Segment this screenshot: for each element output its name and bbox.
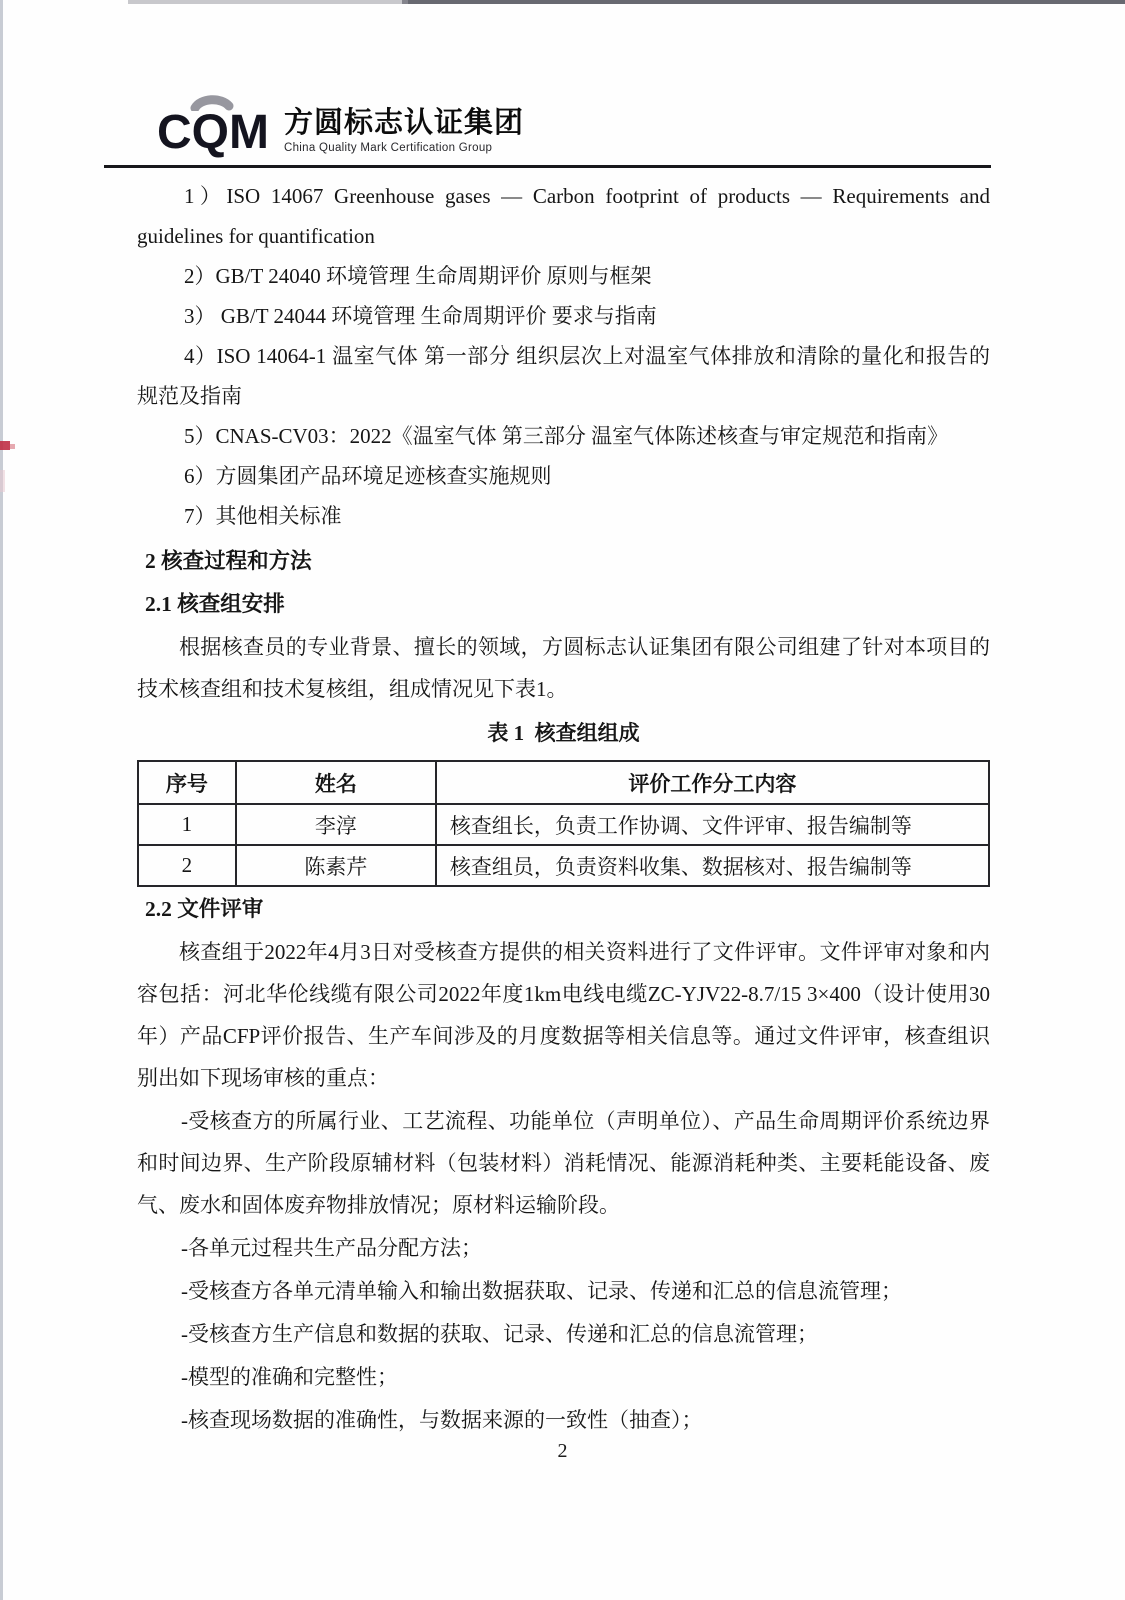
red-annotation-mark <box>0 441 10 450</box>
reference-item-7: 7）其他相关标准 <box>184 504 342 528</box>
table-1-caption: 表 1 核查组组成 <box>487 721 640 745</box>
focus-point-5: -模型的准确和完整性； <box>181 1365 398 1389</box>
document-review-paragraph: 核查组于2022年4月3日对受核查方提供的相关资料进行了文件评审。文件评审对象和内容包括：河北华伦线缆有限公司2022年度1km电线电缆ZC-YJV22-8.7/15 3×400（设计使用30年）产品CFP评价报告、生产车间涉及的月度数据等相关信息等。通过文件评审，核查组识别出如下现场审核的重点： <box>137 940 990 1090</box>
table-cell-duty: 核查组员，负责资料收集、数据核对、报告编制等 <box>436 845 989 886</box>
reference-item-4: 4）ISO 14064-1 温室气体 第一部分 组织层次上对温室气体排放和清除的量化和报告的规范及指南 <box>137 344 990 408</box>
focus-point-3: -受核查方各单元清单输入和输出数据获取、记录、传递和汇总的信息流管理； <box>181 1279 902 1303</box>
reference-item-2: 2）GB/T 24040 环境管理 生命周期评价 原则与框架 <box>184 264 652 288</box>
table-cell-name: 陈素芹 <box>236 845 436 886</box>
table-row <box>138 845 989 886</box>
table-header-index: 序号 <box>138 761 236 804</box>
section-2-1-heading: 2.1 核查组安排 <box>145 592 285 616</box>
section-2-heading: 2 核查过程和方法 <box>145 549 312 573</box>
table-header-row <box>138 761 989 804</box>
reference-item-1: 1）ISO 14067 Greenhouse gases — Carbon footprint of products — Requirements and guidelines for quantification <box>137 184 990 248</box>
verification-team-table <box>137 760 990 887</box>
page-number: 2 <box>557 1440 568 1462</box>
focus-point-2: -各单元过程共生产品分配方法； <box>181 1236 482 1260</box>
section-2-2-heading: 2.2 文件评审 <box>145 897 264 921</box>
team-arrangement-paragraph: 根据核查员的专业背景、擅长的领域，方圆标志认证集团有限公司组建了针对本项目的技术核查组和技术复核组，组成情况见下表1。 <box>137 635 990 701</box>
table-row <box>138 804 989 845</box>
letterhead <box>157 99 524 157</box>
table-cell-index: 2 <box>138 845 236 886</box>
logo-names <box>284 102 524 153</box>
table-cell-index: 1 <box>138 804 236 845</box>
focus-point-4: -受核查方生产信息和数据的获取、记录、传递和汇总的信息流管理； <box>181 1322 818 1346</box>
focus-point-6: -核查现场数据的准确性，与数据来源的一致性（抽查）； <box>181 1408 703 1432</box>
reference-item-5: 5）CNAS-CV03：2022《温室气体 第三部分 温室气体陈述核查与审定规范和指南》 <box>184 424 949 448</box>
logo-acronym: CQM <box>157 106 269 159</box>
red-annotation-smudge <box>0 470 5 492</box>
scan-edge-top <box>402 0 1125 4</box>
table-header-name: 姓名 <box>236 761 436 804</box>
table-cell-name: 李淳 <box>236 804 436 845</box>
logo-en-name: China Quality Mark Certification Group <box>283 141 493 154</box>
scan-edge-top-light <box>128 0 408 4</box>
document-body <box>137 176 990 1442</box>
table-header-duty: 评价工作分工内容 <box>436 761 989 804</box>
focus-point-1: -受核查方的所属行业、工艺流程、功能单位（声明单位）、产品生命周期评价系统边界和时间边界、生产阶段原辅材料（包装材料）消耗情况、能源消耗种类、主要耗能设备、废气、废水和固体废弃物排放情况；原材料运输阶段。 <box>137 1109 990 1217</box>
reference-item-3: 3） GB/T 24044 环境管理 生命周期评价 要求与指南 <box>184 304 657 328</box>
scan-edge-left <box>0 0 3 1600</box>
logo-arc-icon <box>190 93 234 111</box>
header-rule <box>104 165 991 168</box>
reference-item-6: 6）方圆集团产品环境足迹核查实施规则 <box>184 464 552 488</box>
table-cell-duty: 核查组长，负责工作协调、文件评审、报告编制等 <box>436 804 989 845</box>
logo-acronym-wrap <box>157 99 269 157</box>
logo-cn-name: 方圆标志认证集团 <box>283 107 524 140</box>
cqm-logo <box>157 99 524 157</box>
audit-focus-list <box>137 1100 990 1441</box>
